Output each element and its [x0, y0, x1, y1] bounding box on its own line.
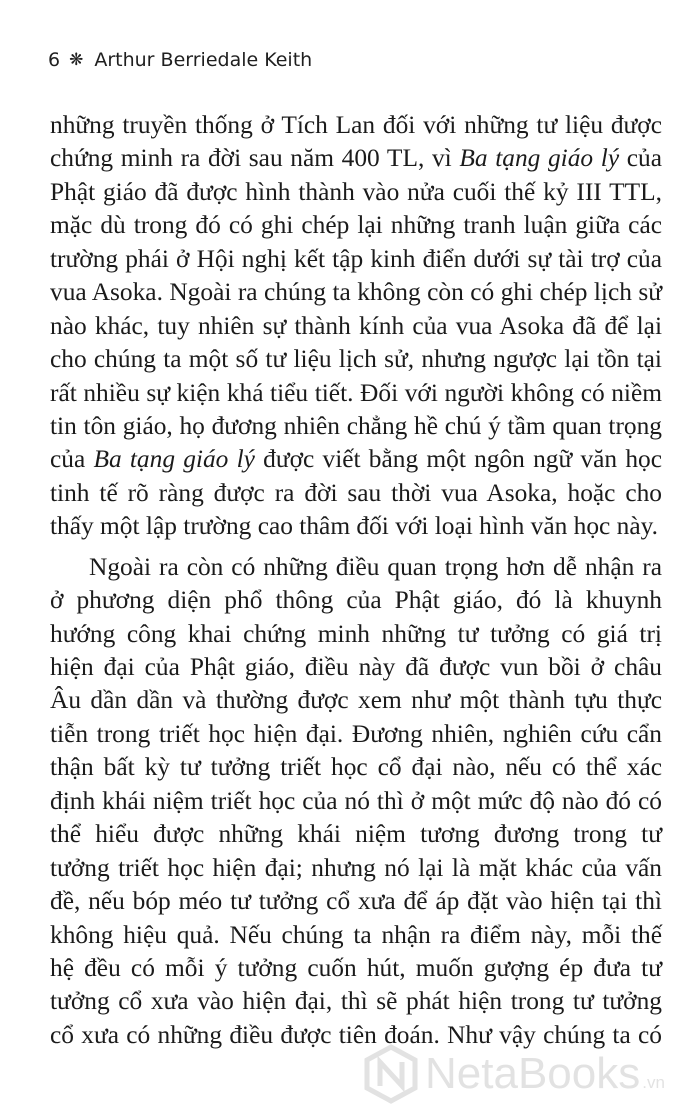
text-segment: Âu dần dần và thường được xem như một thành tựu thực: [50, 686, 662, 715]
italic-title: Ba tạng giáo lý: [93, 445, 255, 474]
text-segment: chứng minh ra đời sau năm 400 TL, vì: [50, 144, 460, 173]
text-segment: tinh tế rõ ràng được ra đời sau thời vua Asoka, hoặc cho: [50, 478, 662, 507]
text-line: [50, 176, 662, 209]
text-segment: không hiệu quả. Nếu chúng ta nhận ra điểm này, mỗi thế: [50, 920, 662, 949]
text-line: [50, 343, 662, 376]
text-segment: thể hiểu được những khái niệm tương đương trong tư: [50, 820, 662, 849]
text-segment: tưởng cổ xưa vào hiện đại, thì sẽ phát hiện trong tư tưởng: [50, 987, 662, 1016]
text-segment: tiễn trong triết học hiện đại. Đương nhiên, nghiên cứu cẩn: [50, 719, 662, 748]
text-segment: trường phái ở Hội nghị kết tập kinh điển dưới sự tài trợ của: [50, 244, 662, 273]
text-line: [50, 410, 662, 443]
text-segment: rất nhiều sự kiện khá tiểu tiết. Đối với người không có niềm: [50, 378, 662, 407]
text-segment: hệ đều có mỗi ý tưởng cuốn hút, muốn gượng ép đưa tư: [50, 953, 662, 982]
text-line: [50, 209, 662, 242]
text-line: [50, 142, 662, 175]
paragraph: [50, 109, 662, 544]
paragraph-gap: [50, 544, 662, 551]
text-segment: tin tôn giáo, họ đương nhiên chẳng hề chú ý tầm quan trọng: [50, 411, 662, 440]
text-segment: cho chúng ta một số tư liệu lịch sử, nhưng ngược lại tồn tại: [50, 345, 662, 374]
text-segment: hiện đại của Phật giáo, điều này đã được vun bồi ở châu: [50, 653, 662, 681]
text-line: [50, 243, 662, 276]
page-header: [48, 47, 312, 73]
text-line: [50, 718, 662, 751]
text-segment: nào khác, tuy nhiên sự thành kính của vua Asoka đã để lại: [50, 311, 662, 340]
text-line: [50, 785, 662, 818]
text-line: [50, 651, 662, 684]
text-line: [50, 510, 662, 543]
text-line: [50, 985, 662, 1018]
text-segment: của: [619, 144, 662, 173]
watermark-suffix: .vn: [642, 1073, 665, 1092]
text-segment: được viết bằng một ngôn ngữ văn học: [254, 445, 662, 474]
text-line: [50, 477, 662, 510]
text-segment: Ngoài ra còn có những điều quan trọng hơn dễ nhận ra: [89, 552, 662, 581]
header-ornament-icon: ❋: [69, 49, 84, 70]
text-line: [50, 109, 662, 142]
body-text: [50, 109, 662, 1052]
text-line: [50, 443, 662, 476]
text-line: [50, 584, 662, 617]
italic-title: Ba tạng giáo lý: [459, 144, 620, 173]
text-segment: định khái niệm triết học của nó thì ở một mức độ nào đó có: [50, 786, 662, 815]
text-line: [50, 276, 662, 309]
text-segment: vua Asoka. Ngoài ra chúng ta không còn có ghi chép lịch sử: [50, 278, 662, 307]
text-segment: Phật giáo đã được hình thành vào nửa cuối thế kỷ III TTL,: [50, 177, 662, 206]
text-line: [50, 551, 662, 584]
text-segment: mặc dù trong đó có ghi chép lại những tranh luận giữa các: [50, 211, 662, 240]
page-number: 6: [48, 49, 61, 71]
running-title: Arthur Berriedale Keith: [94, 49, 313, 71]
netabooks-logo-icon: [363, 1044, 419, 1104]
text-line: [50, 852, 662, 885]
text-segment: thấy một lập trường cao thâm đối với loại hình văn học này.: [50, 512, 659, 541]
text-segment: đề, nếu bóp méo tư tưởng cổ xưa để áp đặt vào hiện tại thì: [50, 887, 662, 916]
text-line: [50, 751, 662, 784]
text-segment: cổ xưa có những điều được tiên đoán. Như vậy chúng ta có: [50, 1020, 662, 1049]
text-line: [50, 818, 662, 851]
text-line: [50, 618, 662, 651]
text-segment: ở phương diện phổ thông của Phật giáo, đó là khuynh: [50, 586, 662, 615]
text-segment: tưởng triết học hiện đại; nhưng nó lại là mặt khác của vấn: [50, 853, 662, 882]
text-segment: những truyền thống ở Tích Lan đối với những tư liệu được: [50, 111, 662, 139]
watermark: [363, 1044, 665, 1104]
text-line: [50, 919, 662, 952]
text-line: [50, 952, 662, 985]
text-segment: thận bất kỳ tư tưởng triết học cổ đại nào, nếu có thể xác: [50, 753, 662, 782]
text-line: [50, 885, 662, 918]
text-segment: của: [50, 445, 94, 474]
text-segment: hướng công khai chứng minh những tư tưởng có giá trị: [50, 619, 662, 648]
paragraph: [50, 551, 662, 1053]
watermark-brand: NetaBooks: [425, 1049, 641, 1098]
text-line: [50, 310, 662, 343]
text-line: [50, 377, 662, 410]
text-line: [50, 684, 662, 717]
